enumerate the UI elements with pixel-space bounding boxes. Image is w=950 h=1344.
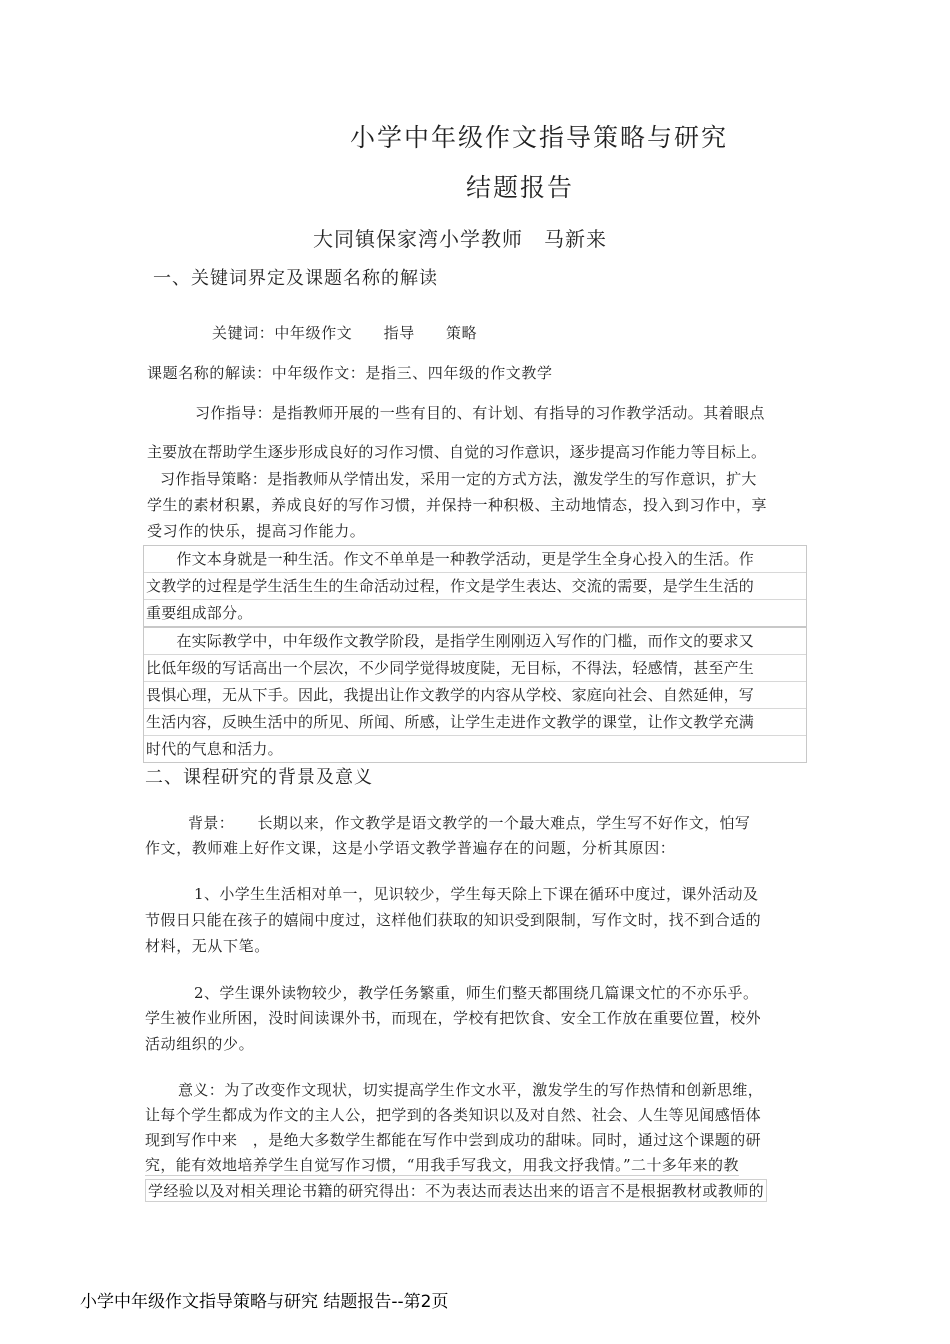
background-line-1: 背景： 长期以来，作文教学是语文教学的一个最大难点，学生写不好作文，怕写 [188,814,751,832]
meaning-line-3: 现到写作中来 ，是绝大多数学生都能在写作中尝到成功的甜味。同时，通过这个课题的研 [145,1131,762,1149]
page-footer: 小学中年级作文指导策略与研究 结题报告--第2页 [80,1292,449,1312]
reason1-line-2: 节假日只能在孩子的嬉闹中度过，这样他们获取的知识受到限制，写作文时，找不到合适的 [145,911,762,929]
section1-heading: 一、关键词界定及课题名称的解读 [153,268,438,289]
meaning-line-2: 让每个学生都成为作文的主人公，把学到的各类知识以及对自然、社会、人生等见闻感悟体 [145,1106,762,1124]
box-line: 比低年级的写话高出一个层次，不少同学觉得坡度陡，无目标，不得法，轻感情，甚至产生 [144,655,806,682]
guidance-line-2: 主要放在帮助学生逐步形成良好的习作习惯、自觉的习作意识，逐步提高习作能力等目标上。 [147,443,767,461]
meaning-line-5: 学经验以及对相关理论书籍的研究得出：不为表达而表达出来的语言不是根据教材或教师的 [145,1179,767,1202]
reason2-line-3: 活动组织的少。 [145,1035,255,1053]
paragraph-box-life [143,545,807,627]
meaning-line-4: 究，能有效地培养学生自觉写作习惯，“用我手写我文，用我文抒我情。”二十多年来的教 [145,1156,739,1174]
strategy-line-1: 习作指导策略：是指教师从学情出发，采用一定的方式方法，激发学生的写作意识，扩大 [160,470,757,488]
box-line: 畏惧心理，无从下手。因此，我提出让作文教学的内容从学校、家庭向社会、自然延伸，写 [144,682,806,709]
box-line: 生活内容，反映生活中的所见、所闻、所感，让学生走进作文教学的课堂，让作文教学充满 [144,709,806,736]
author-line: 大同镇保家湾小学教师 马新来 [313,227,607,251]
meaning-line-1: 意义：为了改变作文现状，切实提高学生作文水平，激发学生的写作热情和创新思维， [178,1081,764,1099]
background-line-2: 作文，教师难上好作文课，这是小学语文教学普遍存在的问题，分析其原因： [145,839,676,857]
box-line: 文教学的过程是学生活生生的生命活动过程，作文是学生表达、交流的需要，是学生生活的 [144,573,806,600]
keywords-line: 关键词：中年级作文 指导 策略 [212,324,478,342]
document-title: 小学中年级作文指导策略与研究 [350,123,729,152]
guidance-line-1: 习作指导：是指教师开展的一些有目的、有计划、有指导的习作教学活动。其着眼点 [195,404,765,422]
box-line: 时代的气息和活力。 [146,740,283,758]
document-subtitle: 结题报告 [466,173,575,202]
reason2-line-2: 学生被作业所困，没时间读课外书，而现在，学校有把饮食、安全工作放在重要位置，校外 [145,1009,762,1027]
reason1-line-3: 材料，无从下笔。 [145,937,270,955]
paragraph-box-practice [143,627,807,763]
reason2-line-1: 2、学生课外读物较少，教学任务繁重，师生们整天都围绕几篇课文忙的不亦乐乎。 [194,984,759,1002]
section2-heading: 二、课程研究的背景及意义 [145,767,373,788]
box-line: 重要组成部分。 [146,604,253,622]
strategy-line-3: 受习作的快乐，提高习作能力。 [147,522,366,540]
title-explanation: 课题名称的解读：中年级作文：是指三、四年级的作文教学 [147,364,553,382]
strategy-line-2: 学生的素材积累，养成良好的写作习惯，并保持一种积极、主动地情态，投入到习作中，享 [147,496,768,514]
box-line: 作文本身就是一种生活。作文不单单是一种教学活动，更是学生全身心投入的生活。作 [144,546,806,573]
box-line: 在实际教学中，中年级作文教学阶段，是指学生刚刚迈入写作的门槛，而作文的要求又 [144,628,806,655]
reason1-line-1: 1、小学生生活相对单一，见识较少，学生每天除上下课在循环中度过，课外活动及 [194,885,759,903]
